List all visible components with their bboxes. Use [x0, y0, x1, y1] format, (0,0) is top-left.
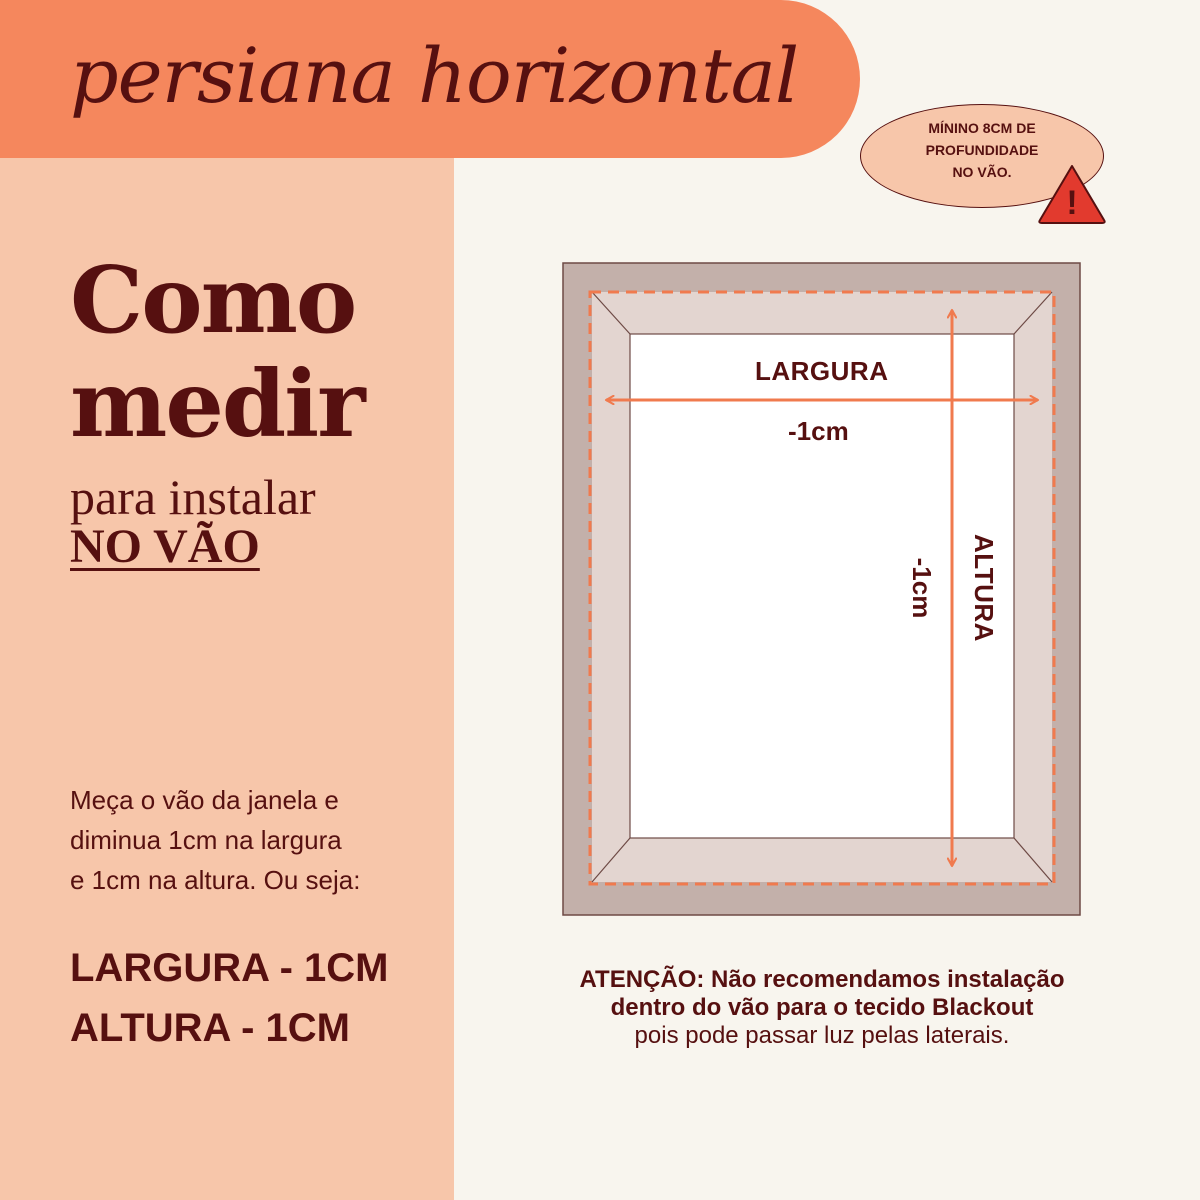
instructions-line-1: Meça o vão da janela e — [70, 785, 339, 815]
main-heading — [70, 248, 364, 456]
warning-line-3: NO VÃO. — [952, 164, 1012, 180]
formula-height: ALTURA - 1CM — [70, 1006, 350, 1050]
warning-line-1: MÍNINO 8CM DE — [928, 120, 1036, 136]
banner-title: persiana horizontal — [70, 31, 799, 120]
height-label: ALTURA — [969, 534, 999, 642]
frame-top-bevel — [592, 292, 1052, 334]
subheading: para instalar — [70, 469, 316, 525]
warning-triangle-icon — [1036, 162, 1108, 226]
instructions-line-3: e 1cm na altura. Ou seja: — [70, 865, 361, 895]
attention-line-1: ATENÇÃO: Não recomendamos instalação — [579, 966, 1065, 993]
frame-bottom-bevel — [592, 838, 1052, 882]
attention-note — [540, 966, 1104, 1050]
width-label: LARGURA — [755, 356, 889, 386]
attention-line-3: pois pode passar luz pelas laterais. — [634, 1022, 1010, 1049]
formula — [70, 938, 389, 1058]
height-adjust-label: -1cm — [907, 557, 937, 619]
warning-line-2: PROFUNDIDADE — [925, 142, 1039, 158]
frame-left-bevel — [592, 292, 630, 882]
window-glass — [630, 334, 1014, 838]
frame-right-bevel — [1014, 292, 1052, 882]
heading-line-2: medir — [70, 350, 364, 458]
instructions-line-2: diminua 1cm na largura — [70, 825, 342, 855]
instructions — [70, 780, 410, 900]
attention-line-2: dentro do vão para o tecido Blackout — [610, 994, 1034, 1021]
formula-width: LARGURA - 1CM — [70, 946, 389, 990]
subheading-emphasis: NO VÃO — [70, 520, 260, 573]
heading-line-1: Como — [70, 246, 356, 354]
title-banner — [0, 0, 860, 158]
width-adjust-label: -1cm — [788, 416, 849, 446]
warning-exclamation: ! — [1066, 184, 1078, 222]
